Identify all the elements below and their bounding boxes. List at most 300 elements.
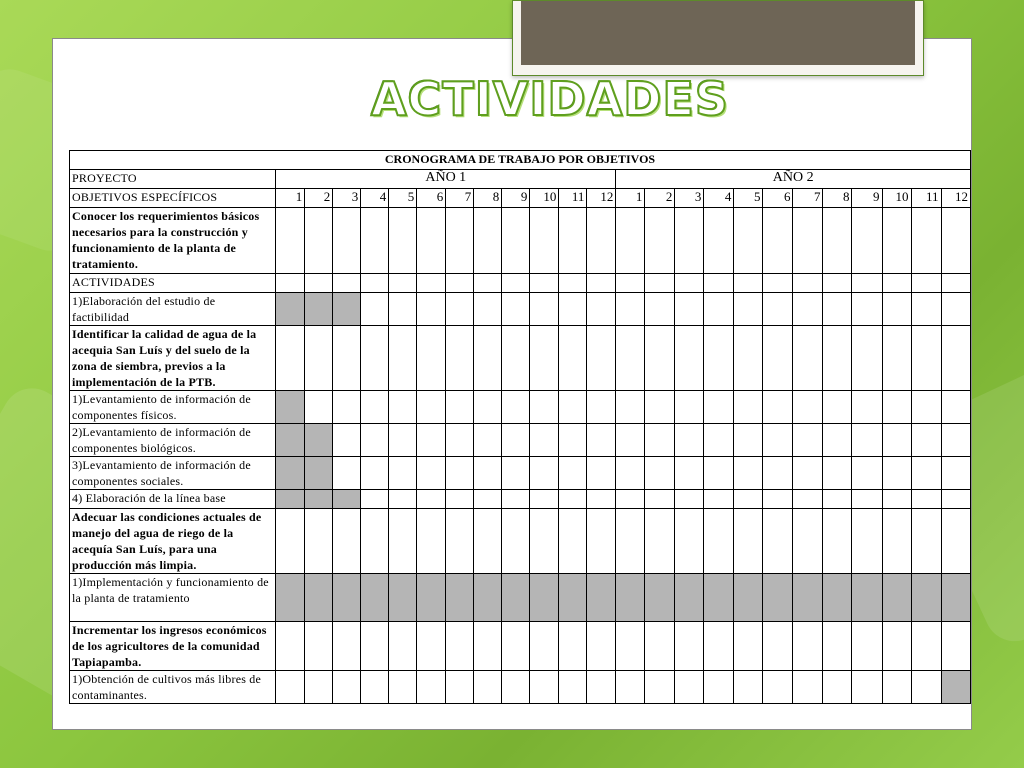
schedule-cell bbox=[941, 424, 970, 457]
activity-label: 1)Levantamiento de información de componentes físicos. bbox=[70, 391, 276, 424]
schedule-cell bbox=[417, 622, 446, 671]
schedule-cell bbox=[474, 671, 502, 704]
schedule-cell bbox=[763, 509, 793, 574]
schedule-cell bbox=[530, 208, 559, 274]
schedule-cell bbox=[675, 424, 704, 457]
schedule-cell bbox=[276, 326, 305, 391]
schedule-cell bbox=[823, 490, 852, 509]
month-header-row bbox=[70, 189, 971, 208]
objective-label: Adecuar las condiciones actuales de manejo del agua de riego de la acequía San Luís, para una producción más limpia. bbox=[70, 509, 276, 574]
schedule-cell-filled bbox=[645, 574, 675, 622]
schedule-cell bbox=[793, 622, 823, 671]
schedule-cell bbox=[530, 391, 559, 424]
activity-row bbox=[70, 274, 971, 293]
month-header-y1-2: 2 bbox=[305, 189, 333, 208]
schedule-cell bbox=[793, 424, 823, 457]
schedule-cell bbox=[559, 622, 587, 671]
year1-header: AÑO 1 bbox=[276, 170, 616, 189]
activity-label: 1)Obtención de cultivos más libres de contaminantes. bbox=[70, 671, 276, 704]
schedule-cell bbox=[474, 457, 502, 490]
activity-row bbox=[70, 457, 971, 490]
schedule-cell bbox=[305, 671, 333, 704]
schedule-cell bbox=[675, 293, 704, 326]
photo-frame bbox=[512, 0, 924, 76]
schedule-cell bbox=[474, 391, 502, 424]
schedule-cell bbox=[502, 208, 530, 274]
month-header-y2-10: 10 bbox=[882, 189, 911, 208]
schedule-cell bbox=[823, 424, 852, 457]
schedule-cell bbox=[763, 208, 793, 274]
activity-label: ACTIVIDADES bbox=[70, 274, 276, 293]
month-header-y1-6: 6 bbox=[417, 189, 446, 208]
schedule-cell bbox=[389, 391, 417, 424]
schedule-cell bbox=[333, 671, 361, 704]
year2-header: AÑO 2 bbox=[616, 170, 971, 189]
schedule-cell bbox=[941, 293, 970, 326]
schedule-cell bbox=[446, 293, 474, 326]
schedule-cell bbox=[417, 671, 446, 704]
schedule-cell bbox=[911, 622, 941, 671]
schedule-cell bbox=[911, 391, 941, 424]
table-title: CRONOGRAMA DE TRABAJO POR OBJETIVOS bbox=[70, 151, 971, 170]
schedule-cell-filled bbox=[305, 457, 333, 490]
schedule-cell bbox=[616, 424, 645, 457]
schedule-cell bbox=[645, 457, 675, 490]
schedule-cell bbox=[333, 391, 361, 424]
schedule-cell bbox=[704, 457, 734, 490]
schedule-cell bbox=[793, 490, 823, 509]
schedule-cell bbox=[559, 671, 587, 704]
schedule-cell bbox=[645, 293, 675, 326]
schedule-cell bbox=[361, 208, 389, 274]
schedule-cell bbox=[675, 509, 704, 574]
schedule-cell bbox=[704, 622, 734, 671]
schedule-cell bbox=[587, 208, 616, 274]
schedule-cell bbox=[645, 424, 675, 457]
schedule-cell bbox=[882, 424, 911, 457]
schedule-cell bbox=[530, 509, 559, 574]
activity-label: 1)Elaboración del estudio de factibilidad bbox=[70, 293, 276, 326]
schedule-cell bbox=[502, 671, 530, 704]
schedule-cell bbox=[389, 274, 417, 293]
schedule-cell bbox=[474, 326, 502, 391]
month-header-y1-4: 4 bbox=[361, 189, 389, 208]
schedule-cell bbox=[852, 671, 882, 704]
schedule-cell-filled bbox=[882, 574, 911, 622]
schedule-cell bbox=[530, 424, 559, 457]
schedule-cell bbox=[361, 274, 389, 293]
schedule-cell bbox=[276, 208, 305, 274]
schedule-cell bbox=[793, 391, 823, 424]
table-title-row bbox=[70, 151, 971, 170]
schedule-cell bbox=[911, 326, 941, 391]
schedule-cell bbox=[587, 424, 616, 457]
month-header-y1-8: 8 bbox=[474, 189, 502, 208]
schedule-cell bbox=[911, 208, 941, 274]
month-header-y2-2: 2 bbox=[645, 189, 675, 208]
schedule-cell bbox=[734, 671, 763, 704]
schedule-cell bbox=[446, 424, 474, 457]
schedule-cell bbox=[305, 509, 333, 574]
activity-label: 4) Elaboración de la línea base bbox=[70, 490, 276, 509]
schedule-cell bbox=[502, 326, 530, 391]
schedule-cell bbox=[675, 457, 704, 490]
schedule-cell bbox=[502, 424, 530, 457]
month-header-y2-12: 12 bbox=[941, 189, 970, 208]
schedule-cell-filled bbox=[587, 574, 616, 622]
schedule-cell bbox=[941, 208, 970, 274]
schedule-cell bbox=[530, 671, 559, 704]
schedule-cell bbox=[882, 391, 911, 424]
schedule-cell bbox=[587, 274, 616, 293]
schedule-cell bbox=[645, 391, 675, 424]
schedule-cell bbox=[389, 208, 417, 274]
schedule-cell bbox=[417, 457, 446, 490]
schedule-cell bbox=[882, 671, 911, 704]
schedule-cell bbox=[559, 391, 587, 424]
schedule-cell bbox=[704, 274, 734, 293]
schedule-cell bbox=[446, 326, 474, 391]
schedule-cell bbox=[616, 208, 645, 274]
schedule-cell bbox=[852, 293, 882, 326]
schedule-cell bbox=[587, 622, 616, 671]
schedule-cell bbox=[763, 424, 793, 457]
schedule-cell bbox=[389, 490, 417, 509]
schedule-cell bbox=[587, 509, 616, 574]
schedule-cell bbox=[911, 274, 941, 293]
schedule-cell bbox=[474, 509, 502, 574]
schedule-cell bbox=[882, 326, 911, 391]
slide-title: ACTIVIDADES bbox=[370, 72, 730, 126]
schedule-cell bbox=[502, 490, 530, 509]
schedule-cell bbox=[446, 622, 474, 671]
schedule-cell bbox=[530, 274, 559, 293]
schedule-cell bbox=[882, 509, 911, 574]
activity-label: 2)Levantamiento de información de componentes biológicos. bbox=[70, 424, 276, 457]
schedule-cell bbox=[763, 391, 793, 424]
schedule-cell bbox=[704, 490, 734, 509]
schedule-cell bbox=[911, 509, 941, 574]
objective-row bbox=[70, 509, 971, 574]
schedule-cell bbox=[704, 509, 734, 574]
schedule-cell bbox=[276, 274, 305, 293]
schedule-cell bbox=[446, 391, 474, 424]
schedule-cell-filled bbox=[305, 424, 333, 457]
schedule-cell-filled bbox=[704, 574, 734, 622]
schedule-cell bbox=[882, 490, 911, 509]
schedule-cell bbox=[389, 293, 417, 326]
month-header-y1-1: 1 bbox=[276, 189, 305, 208]
schedule-cell bbox=[502, 293, 530, 326]
schedule-cell bbox=[911, 457, 941, 490]
schedule-cell bbox=[616, 671, 645, 704]
schedule-cell bbox=[734, 509, 763, 574]
schedule-cell bbox=[417, 293, 446, 326]
project-row bbox=[70, 170, 971, 189]
activity-row bbox=[70, 490, 971, 509]
schedule-cell bbox=[417, 208, 446, 274]
schedule-cell bbox=[361, 293, 389, 326]
schedule-cell-filled bbox=[793, 574, 823, 622]
schedule-cell bbox=[823, 326, 852, 391]
schedule-cell bbox=[361, 490, 389, 509]
schedule-cell bbox=[502, 274, 530, 293]
activity-row bbox=[70, 671, 971, 704]
schedule-cell bbox=[793, 274, 823, 293]
schedule-cell bbox=[734, 293, 763, 326]
schedule-cell-filled bbox=[276, 293, 305, 326]
schedule-cell bbox=[882, 457, 911, 490]
schedule-cell bbox=[675, 208, 704, 274]
schedule-cell-filled bbox=[417, 574, 446, 622]
month-header-y1-11: 11 bbox=[559, 189, 587, 208]
schedule-cell-filled bbox=[276, 574, 305, 622]
schedule-cell bbox=[361, 671, 389, 704]
schedule-cell bbox=[882, 274, 911, 293]
objective-label: Incrementar los ingresos económicos de los agricultores de la comunidad Tapiapamba. bbox=[70, 622, 276, 671]
schedule-cell bbox=[704, 293, 734, 326]
schedule-cell bbox=[645, 208, 675, 274]
schedule-cell bbox=[276, 509, 305, 574]
activity-label: 3)Levantamiento de información de componentes sociales. bbox=[70, 457, 276, 490]
schedule-cell-filled bbox=[675, 574, 704, 622]
schedule-cell-filled bbox=[305, 574, 333, 622]
month-header-y1-12: 12 bbox=[587, 189, 616, 208]
schedule-cell bbox=[882, 622, 911, 671]
schedule-cell bbox=[852, 622, 882, 671]
schedule-cell bbox=[704, 208, 734, 274]
schedule-cell bbox=[276, 671, 305, 704]
schedule-cell-filled bbox=[305, 293, 333, 326]
month-header-y1-7: 7 bbox=[446, 189, 474, 208]
schedule-cell bbox=[645, 509, 675, 574]
schedule-cell bbox=[675, 391, 704, 424]
month-header-y2-11: 11 bbox=[911, 189, 941, 208]
schedule-cell bbox=[587, 671, 616, 704]
schedule-cell bbox=[474, 274, 502, 293]
proyecto-label: PROYECTO bbox=[70, 170, 276, 189]
schedule-cell bbox=[333, 622, 361, 671]
schedule-cell bbox=[474, 424, 502, 457]
activity-row bbox=[70, 391, 971, 424]
schedule-cell-filled bbox=[389, 574, 417, 622]
month-header-y1-10: 10 bbox=[530, 189, 559, 208]
schedule-cell bbox=[882, 293, 911, 326]
schedule-cell bbox=[333, 424, 361, 457]
schedule-cell bbox=[559, 490, 587, 509]
schedule-cell-filled bbox=[734, 574, 763, 622]
schedule-cell bbox=[361, 326, 389, 391]
photo-image bbox=[521, 1, 915, 65]
schedule-cell-filled bbox=[911, 574, 941, 622]
month-header-y2-5: 5 bbox=[734, 189, 763, 208]
objective-label: Identificar la calidad de agua de la acequia San Luís y del suelo de la zona de siembra, previos a la implementación de la PTB. bbox=[70, 326, 276, 391]
schedule-cell bbox=[852, 326, 882, 391]
schedule-cell bbox=[675, 490, 704, 509]
schedule-cell bbox=[417, 274, 446, 293]
activity-row bbox=[70, 293, 971, 326]
schedule-cell bbox=[446, 671, 474, 704]
schedule-cell bbox=[587, 293, 616, 326]
schedule-cell bbox=[616, 490, 645, 509]
schedule-cell bbox=[911, 293, 941, 326]
schedule-cell bbox=[823, 391, 852, 424]
schedule-cell bbox=[941, 391, 970, 424]
schedule-cell bbox=[417, 424, 446, 457]
schedule-cell bbox=[389, 457, 417, 490]
schedule-cell bbox=[763, 622, 793, 671]
schedule-cell-filled bbox=[852, 574, 882, 622]
schedule-cell bbox=[911, 671, 941, 704]
schedule-cell-filled bbox=[823, 574, 852, 622]
schedule-cell bbox=[645, 326, 675, 391]
schedule-cell bbox=[734, 326, 763, 391]
schedule-cell bbox=[763, 457, 793, 490]
month-header-y1-9: 9 bbox=[502, 189, 530, 208]
month-header-y2-4: 4 bbox=[704, 189, 734, 208]
activity-row bbox=[70, 574, 971, 622]
schedule-cell-filled bbox=[276, 391, 305, 424]
schedule-cell-filled bbox=[763, 574, 793, 622]
schedule-cell bbox=[882, 208, 911, 274]
schedule-cell bbox=[852, 391, 882, 424]
objective-row bbox=[70, 208, 971, 274]
schedule-cell bbox=[530, 293, 559, 326]
schedule-cell bbox=[333, 457, 361, 490]
schedule-cell bbox=[734, 208, 763, 274]
schedule-cell bbox=[734, 274, 763, 293]
activity-row bbox=[70, 424, 971, 457]
schedule-cell bbox=[823, 622, 852, 671]
schedule-cell bbox=[361, 391, 389, 424]
schedule-cell-filled bbox=[361, 574, 389, 622]
schedule-cell bbox=[587, 490, 616, 509]
schedule-cell-filled bbox=[474, 574, 502, 622]
schedule-cell bbox=[333, 208, 361, 274]
schedule-cell-filled bbox=[530, 574, 559, 622]
schedule-cell bbox=[704, 671, 734, 704]
month-header-y2-1: 1 bbox=[616, 189, 645, 208]
schedule-cell bbox=[530, 622, 559, 671]
schedule-cell bbox=[941, 274, 970, 293]
schedule-cell bbox=[823, 457, 852, 490]
schedule-cell bbox=[852, 424, 882, 457]
objective-row bbox=[70, 326, 971, 391]
schedule-cell bbox=[333, 509, 361, 574]
schedule-cell-filled bbox=[941, 671, 970, 704]
schedule-cell bbox=[941, 509, 970, 574]
schedule-cell bbox=[389, 424, 417, 457]
schedule-cell bbox=[763, 490, 793, 509]
schedule-cell bbox=[793, 457, 823, 490]
schedule-cell bbox=[446, 490, 474, 509]
schedule-cell bbox=[587, 391, 616, 424]
schedule-cell bbox=[389, 509, 417, 574]
schedule-cell bbox=[616, 457, 645, 490]
schedule-cell bbox=[734, 622, 763, 671]
schedule-cell bbox=[417, 391, 446, 424]
schedule-cell bbox=[616, 274, 645, 293]
schedule-cell-filled bbox=[333, 293, 361, 326]
schedule-cell bbox=[389, 671, 417, 704]
objective-label: Conocer los requerimientos básicos necesarios para la construcción y funcionamiento de la planta de tratamiento. bbox=[70, 208, 276, 274]
schedule-cell bbox=[530, 457, 559, 490]
schedule-cell bbox=[852, 274, 882, 293]
schedule-cell bbox=[559, 208, 587, 274]
objective-row bbox=[70, 622, 971, 671]
month-header-y1-5: 5 bbox=[389, 189, 417, 208]
schedule-cell bbox=[559, 274, 587, 293]
schedule-cell bbox=[305, 208, 333, 274]
schedule-cell bbox=[305, 274, 333, 293]
schedule-cell bbox=[616, 293, 645, 326]
schedule-cell bbox=[911, 490, 941, 509]
schedule-cell-filled bbox=[502, 574, 530, 622]
schedule-cell bbox=[474, 490, 502, 509]
schedule-cell bbox=[823, 208, 852, 274]
month-header-y2-3: 3 bbox=[675, 189, 704, 208]
schedule-cell bbox=[823, 293, 852, 326]
schedule-cell bbox=[417, 490, 446, 509]
month-header-y2-9: 9 bbox=[852, 189, 882, 208]
schedule-cell bbox=[793, 671, 823, 704]
schedule-cell bbox=[502, 391, 530, 424]
schedule-cell bbox=[941, 622, 970, 671]
schedule-cell bbox=[941, 490, 970, 509]
schedule-cell bbox=[763, 274, 793, 293]
schedule-cell bbox=[941, 326, 970, 391]
month-header-y2-7: 7 bbox=[793, 189, 823, 208]
schedule-cell bbox=[704, 326, 734, 391]
schedule-cell bbox=[616, 509, 645, 574]
schedule-cell-filled bbox=[559, 574, 587, 622]
activity-label: 1)Implementación y funcionamiento de la planta de tratamiento bbox=[70, 574, 276, 622]
schedule-cell bbox=[793, 326, 823, 391]
month-header-y1-3: 3 bbox=[333, 189, 361, 208]
schedule-cell-filled bbox=[276, 457, 305, 490]
schedule-cell bbox=[587, 326, 616, 391]
schedule-cell bbox=[502, 622, 530, 671]
schedule-cell bbox=[502, 509, 530, 574]
schedule-cell bbox=[446, 274, 474, 293]
schedule-cell bbox=[446, 509, 474, 574]
schedule-cell bbox=[474, 293, 502, 326]
schedule-cell-filled bbox=[446, 574, 474, 622]
schedule-cell bbox=[645, 622, 675, 671]
schedule-cell-filled bbox=[305, 490, 333, 509]
schedule-cell bbox=[361, 622, 389, 671]
schedule-cell bbox=[734, 391, 763, 424]
schedule-cell bbox=[559, 424, 587, 457]
schedule-cell bbox=[645, 490, 675, 509]
schedule-cell bbox=[474, 208, 502, 274]
schedule-cell bbox=[389, 326, 417, 391]
schedule-cell bbox=[823, 509, 852, 574]
schedule-cell-filled bbox=[616, 574, 645, 622]
month-header-y2-8: 8 bbox=[823, 189, 852, 208]
schedule-cell bbox=[305, 326, 333, 391]
schedule-cell bbox=[734, 424, 763, 457]
schedule-cell bbox=[852, 509, 882, 574]
schedule-cell bbox=[616, 391, 645, 424]
schedule-cell bbox=[675, 326, 704, 391]
schedule-cell bbox=[852, 490, 882, 509]
schedule-cell bbox=[793, 509, 823, 574]
schedule-cell bbox=[823, 671, 852, 704]
schedule-cell bbox=[333, 274, 361, 293]
schedule-cell-filled bbox=[333, 490, 361, 509]
schedule-cell bbox=[675, 622, 704, 671]
